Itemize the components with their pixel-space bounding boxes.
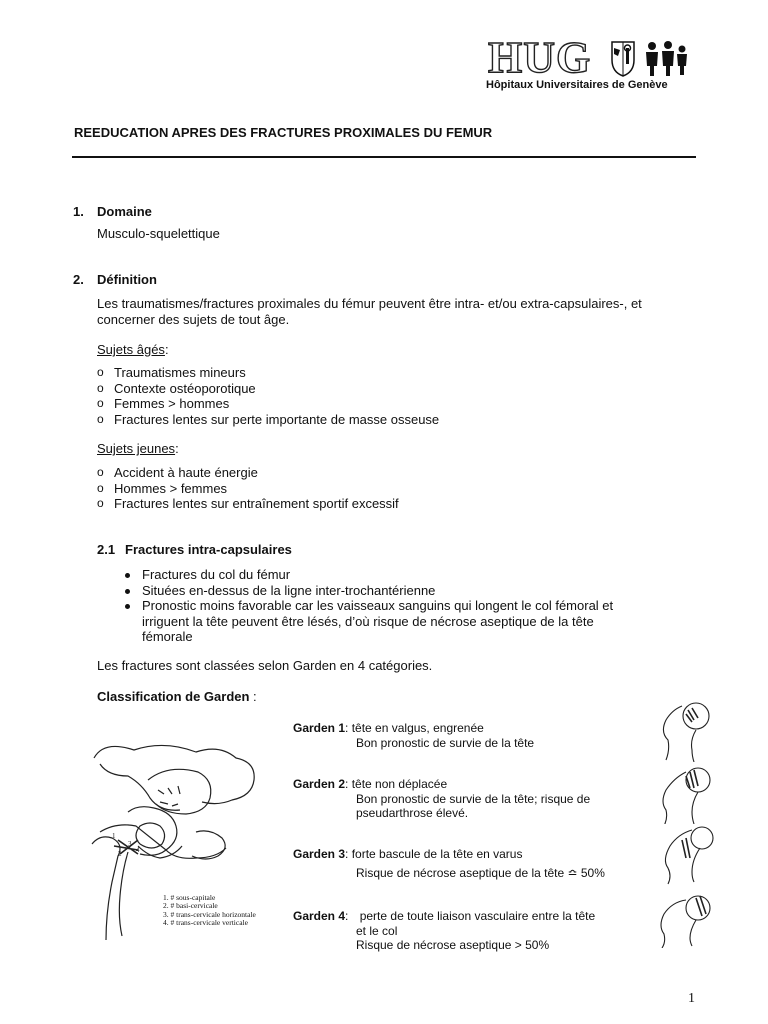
list-item: Fractures du col du fémur [121,567,681,583]
list-item: o Contexte ostéoporotique [97,381,439,397]
garden-heading: Classification de Garden : [97,689,257,704]
diagram-number-label: 4 [136,846,140,854]
legend-item: 2. # basi-cervicale [163,901,218,911]
intra-capsular-list [121,567,681,645]
section-2-1-title: Fractures intra-capsulaires [125,542,292,557]
garden-1-row: Garden 1: tête en valgus, engrenée Bon pronostic de survie de la tête [293,721,535,750]
garden-4-label: Garden 4 [293,909,346,923]
young-heading-text: Sujets jeunes [97,441,176,456]
hug-logo-wordmark: HUG [488,33,592,82]
section-2-intro-line-2: concerner des sujets de tout âge. [97,311,290,327]
section-2-1-heading [97,542,292,557]
diagram-number-label: 2 [118,850,122,858]
legend-item: 1. # sous-capitale [163,893,216,902]
garden-3-label: Garden 3 [293,847,346,861]
list-item: Situées en-dessus de la ligne inter-trochantérienne [121,583,681,599]
garden-2-row: Garden 2: tête non déplacée Bon pronostic de survie de la tête; risque de pseudarthrose élevé. [293,777,591,820]
section-2-heading [73,272,157,287]
elderly-list [97,365,439,427]
garden-3-femur-sketch [652,826,716,886]
section-2-intro [97,296,707,327]
garden-2-label: Garden 2 [293,777,346,791]
document-title: REEDUCATION APRES DES FRACTURES PROXIMALES DU FEMUR [74,125,493,140]
list-item-line: irriguent la tête peuvent être lésés, d’où risque de nécrose aseptique de la tête [142,613,594,629]
list-item: o Traumatismes mineurs [97,365,439,381]
list-item-line: Pronostic moins favorable car les vaisseaux sanguins qui longent le col fémoral et [142,598,614,614]
section-1-body: Musculo-squelettique [97,226,220,241]
section-2-1-number: 2.1 [97,542,116,557]
elderly-heading-text: Sujets âgés [97,342,165,357]
garden-4-row: Garden 4: perte de toute liaison vasculaire entre la tête et le col Risque de nécrose aseptique > 50% [293,909,596,952]
section-1-heading [73,204,152,219]
garden-2-femur-sketch [652,766,716,824]
garden-4-femur-sketch [652,890,716,948]
hug-logo-subtitle: Hôpitaux Universitaires de Genève [486,79,668,91]
garden-3-row: Garden 3: forte bascule de la tête en varus Risque de nécrose aseptique de la tête ≏ 50% [293,847,605,880]
list-item: o Accident à haute énergie [97,465,399,481]
young-heading: Sujets jeunes: [97,441,179,456]
title-rule [72,156,696,158]
diagram-number-label: 1 [112,832,116,840]
hug-logo-emblem [606,40,696,78]
garden-1-femur-sketch [652,700,716,762]
section-1-number: 1. [73,204,84,219]
list-item: o Fractures lentes sur perte importante de masse osseuse [97,412,439,428]
section-2-number: 2. [73,272,84,287]
list-item: o Fractures lentes sur entraînement sportif excessif [97,496,399,512]
young-list [97,465,399,512]
classification-sentence: Les fractures sont classées selon Garden en 4 catégories. [97,658,433,673]
section-1-title: Domaine [97,204,152,219]
section-2-intro-line-1: Les traumatismes/fractures proximales du fémur peuvent être intra- et/ou extra-capsulaires-, et [97,296,642,311]
legend-item: 4. # trans-cervicale verticale [163,918,248,928]
diagram-number-label: 3 [128,840,132,848]
garden-1-label: Garden 1 [293,721,346,735]
elderly-heading: Sujets âgés: [97,342,169,357]
page-number: 1 [688,991,695,1006]
list-item: o Hommes > femmes [97,481,399,497]
garden-heading-text: Classification de Garden [97,689,250,704]
section-2-title: Définition [97,272,157,287]
diagram-legend [163,894,256,928]
legend-item: 3. # trans-cervicale horizontale [163,909,256,919]
list-item-line: fémorale [142,629,193,645]
list-item: o Femmes > hommes [97,396,439,412]
list-item [121,598,681,645]
